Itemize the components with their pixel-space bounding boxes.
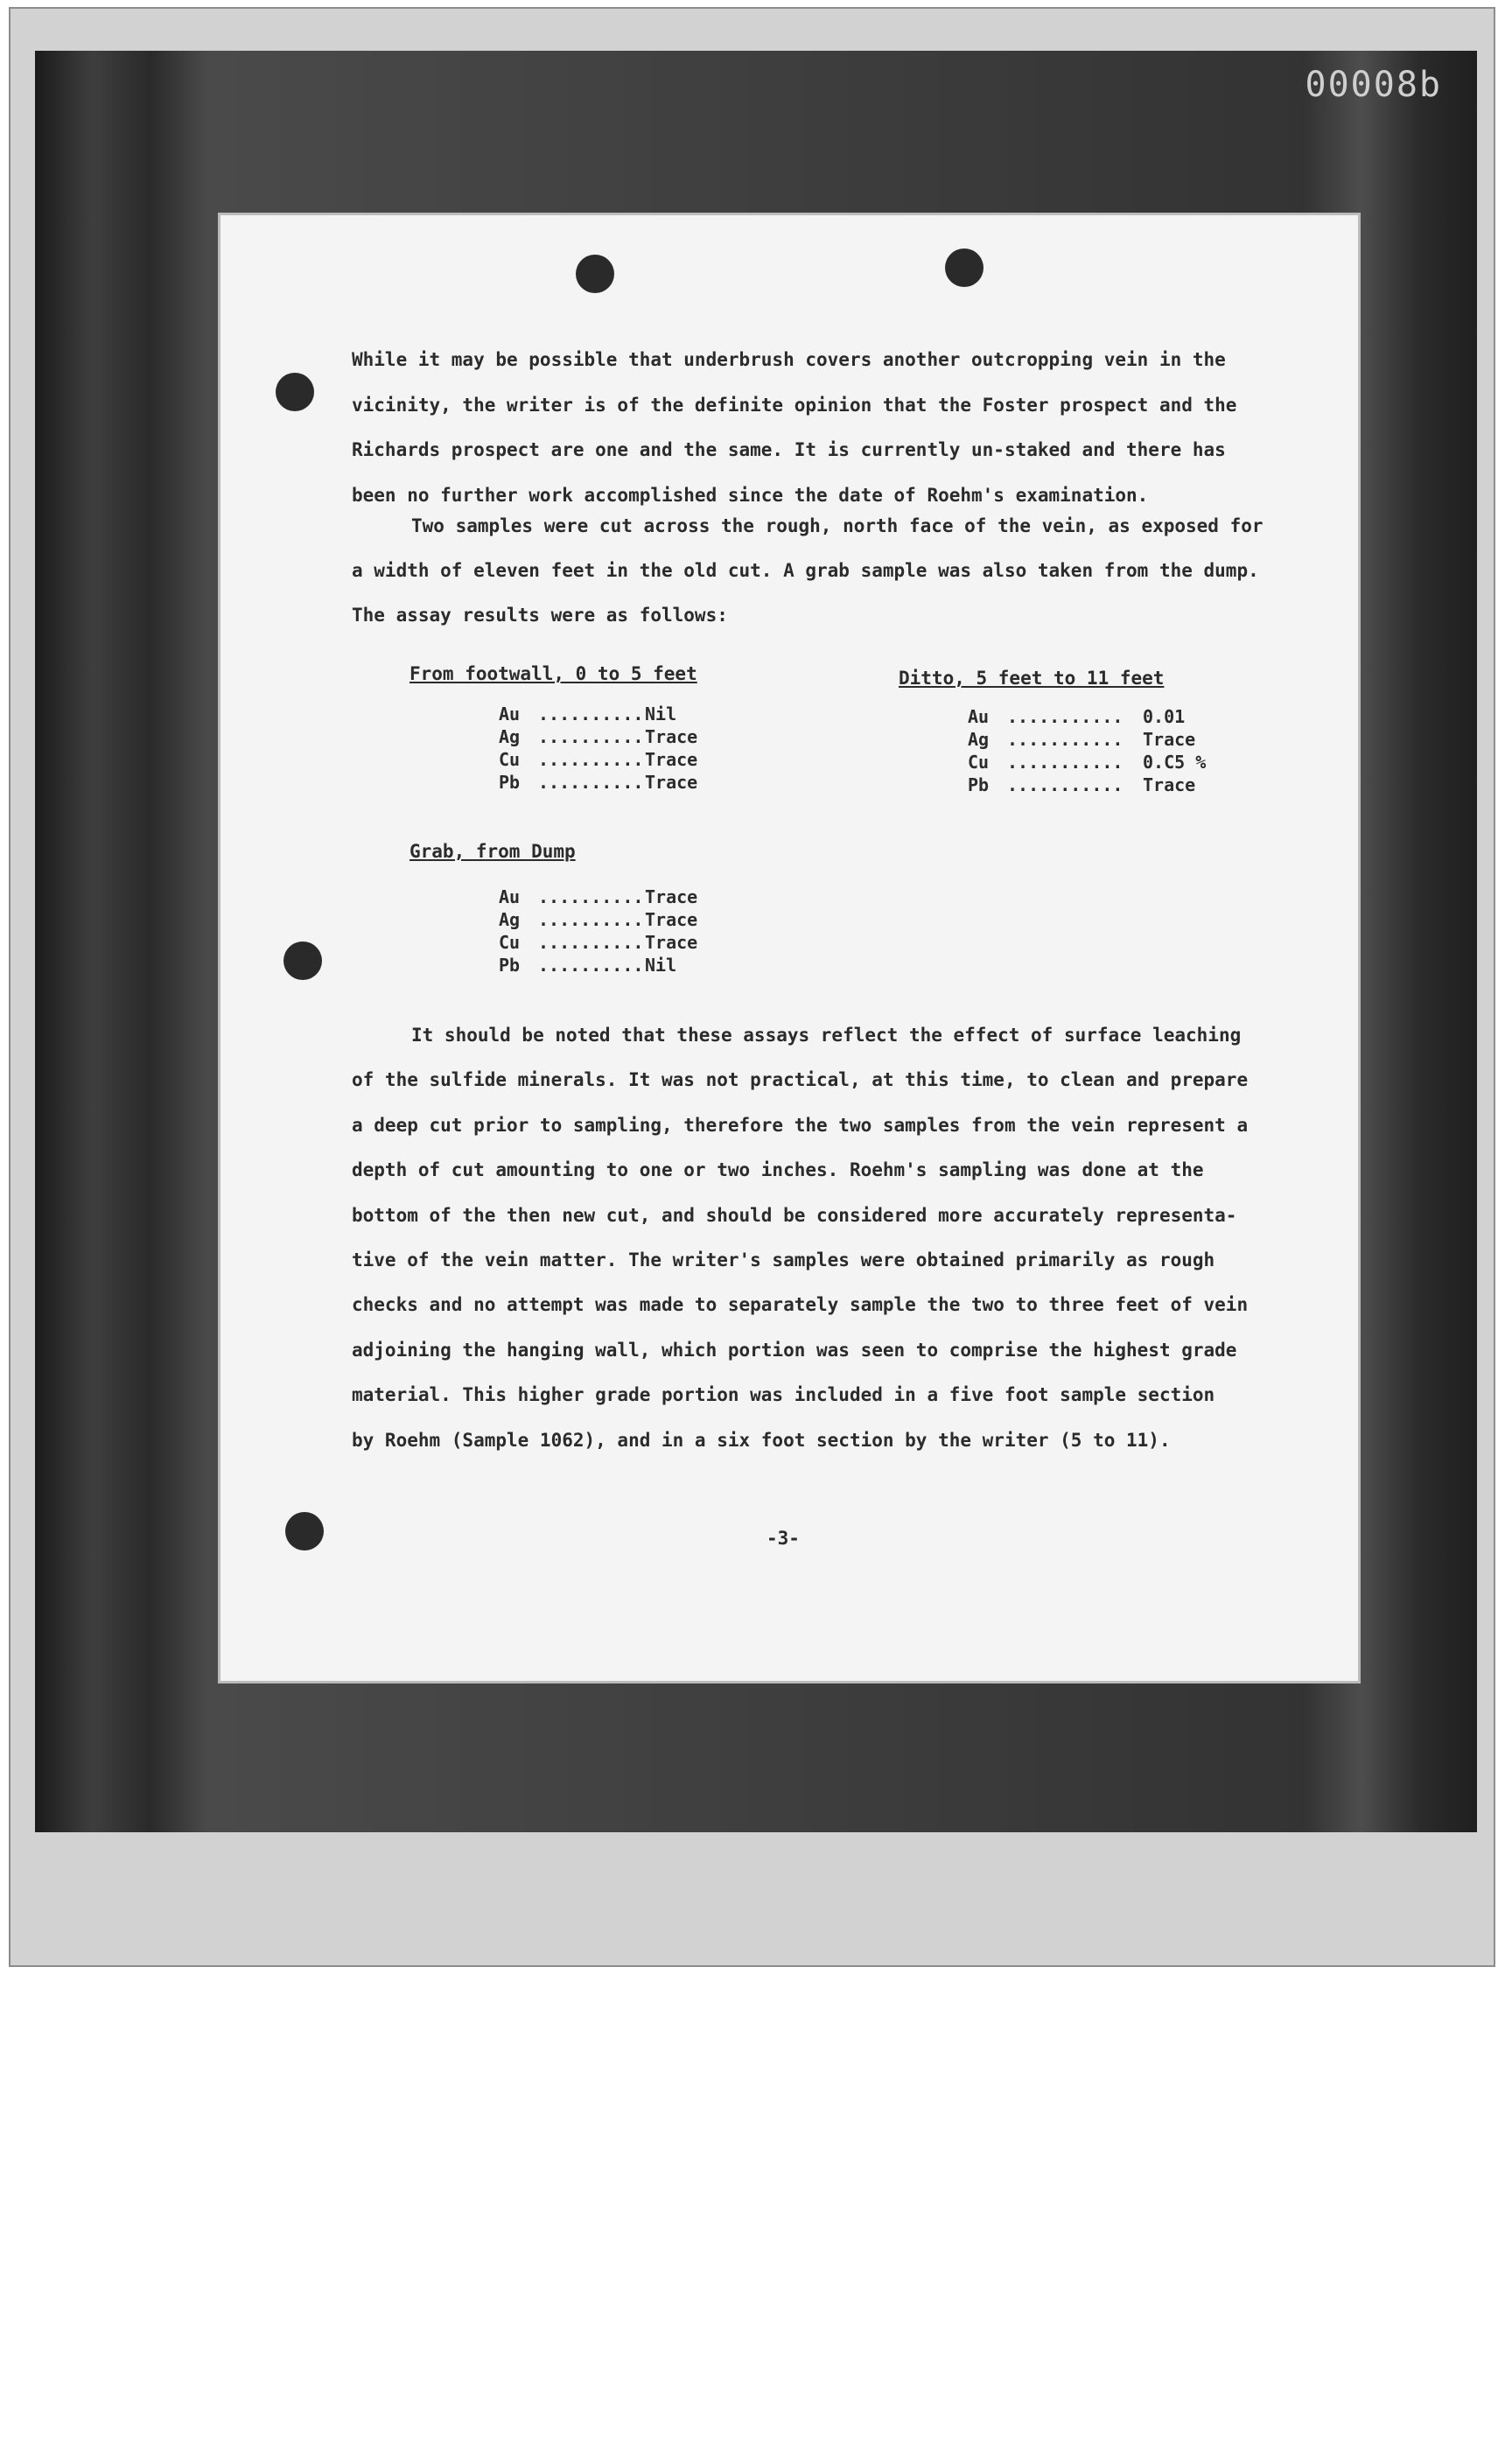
assay-value: Trace (1143, 729, 1196, 750)
text-line: It should be noted that these assays reflect the effect of surface leaching (411, 1025, 1242, 1046)
punch-hole (576, 255, 614, 293)
leader-dots: .......... (538, 932, 644, 953)
leader-dots: ........... (1007, 706, 1124, 727)
assay-row (499, 748, 697, 771)
assay-value: Trace (645, 932, 698, 953)
page-number: -3- (766, 1528, 800, 1549)
element: Au (499, 886, 521, 907)
punch-hole (276, 373, 314, 411)
element: Ag (499, 726, 521, 747)
punch-hole (945, 248, 984, 287)
text-line: material. This higher grade portion was included in a five foot sample section (352, 1384, 1215, 1406)
assay-value: Trace (1143, 774, 1196, 795)
text-line: vicinity, the writer is of the definite opinion that the Foster prospect and the (352, 394, 1237, 416)
text-line: depth of cut amounting to one or two inches. Roehm's sampling was done at the (352, 1159, 1204, 1181)
element: Au (968, 706, 990, 727)
assay-value: Trace (645, 909, 698, 930)
assay-row (499, 725, 697, 748)
leader-dots: .......... (538, 886, 644, 907)
text-line: been no further work accomplished since the date of Roehm's examination. (352, 484, 1149, 506)
leader-dots: .......... (538, 772, 644, 793)
assay-row (968, 728, 1206, 751)
assay-value: Trace (645, 772, 698, 793)
text-line: tive of the vein matter. The writer's samples were obtained primarily as rough (352, 1250, 1215, 1271)
text-line: The assay results were as follows: (352, 605, 728, 626)
leader-dots: .......... (538, 955, 644, 976)
assay-row (499, 771, 697, 794)
assay-table-grab (499, 886, 697, 976)
assay-value: Trace (645, 886, 698, 907)
assay-table-ditto (968, 705, 1206, 796)
element: Cu (499, 749, 521, 770)
leader-dots: .......... (538, 749, 644, 770)
assay-heading-grab: Grab, from Dump (410, 841, 576, 862)
text-line: Two samples were cut across the rough, north face of the vein, as exposed for (411, 515, 1264, 536)
leader-dots: ........... (1007, 774, 1124, 795)
element: Pb (499, 772, 521, 793)
paragraph-notes (352, 1013, 1248, 1463)
assay-row (499, 886, 697, 908)
assay-value: 0.C5 % (1143, 752, 1207, 773)
assay-value: Nil (645, 955, 677, 976)
text-line: by Roehm (Sample 1062), and in a six foot section by the writer (5 to 11). (352, 1429, 1171, 1451)
text-line: bottom of the then new cut, and should be considered more accurately representa- (352, 1204, 1237, 1226)
microfilm-scan (9, 7, 1495, 1967)
element: Cu (499, 932, 521, 953)
punch-hole (284, 942, 322, 980)
document-page (220, 215, 1358, 1681)
assay-row (499, 908, 697, 931)
text-line: adjoining the hanging wall, which portion was seen to comprise the highest grade (352, 1339, 1237, 1361)
text-line: checks and no attempt was made to separately sample the two to three feet of vein (352, 1294, 1249, 1316)
film-frame (35, 51, 1477, 1832)
leader-dots: .......... (538, 726, 644, 747)
assay-value: Trace (645, 726, 698, 747)
element: Au (499, 704, 521, 724)
text-line: While it may be possible that underbrush covers another outcropping vein in the (352, 349, 1226, 370)
element: Pb (968, 774, 990, 795)
paragraph-intro (352, 338, 1236, 518)
leader-dots: ........... (1007, 752, 1124, 773)
assay-heading-ditto: Ditto, 5 feet to 11 feet (899, 668, 1165, 689)
text-line: a deep cut prior to sampling, therefore the two samples from the vein represent a (352, 1114, 1249, 1136)
assay-row (499, 931, 697, 954)
text-line: of the sulfide minerals. It was not practical, at this time, to clean and prepare (352, 1069, 1249, 1091)
assay-row (968, 705, 1206, 728)
paragraph-samples (352, 504, 1264, 638)
assay-row (499, 703, 697, 725)
assay-value: Nil (645, 704, 677, 724)
punch-hole (285, 1512, 324, 1550)
text-line: Richards prospect are one and the same. It is currently un-staked and there has (352, 439, 1226, 460)
assay-row (499, 954, 697, 976)
assay-value: 0.01 (1143, 706, 1186, 727)
element: Ag (499, 909, 521, 930)
text-line: a width of eleven feet in the old cut. A grab sample was also taken from the dump. (352, 560, 1259, 581)
leader-dots: .......... (538, 704, 644, 724)
element: Pb (499, 955, 521, 976)
leader-dots: ........... (1007, 729, 1124, 750)
assay-row (968, 751, 1206, 774)
element: Cu (968, 752, 990, 773)
assay-table-footwall (499, 703, 697, 794)
assay-heading-footwall: From footwall, 0 to 5 feet (410, 663, 697, 684)
assay-row (968, 774, 1206, 796)
leader-dots: .......... (538, 909, 644, 930)
assay-value: Trace (645, 749, 698, 770)
element: Ag (968, 729, 990, 750)
frame-number: 00008b (1305, 65, 1442, 105)
